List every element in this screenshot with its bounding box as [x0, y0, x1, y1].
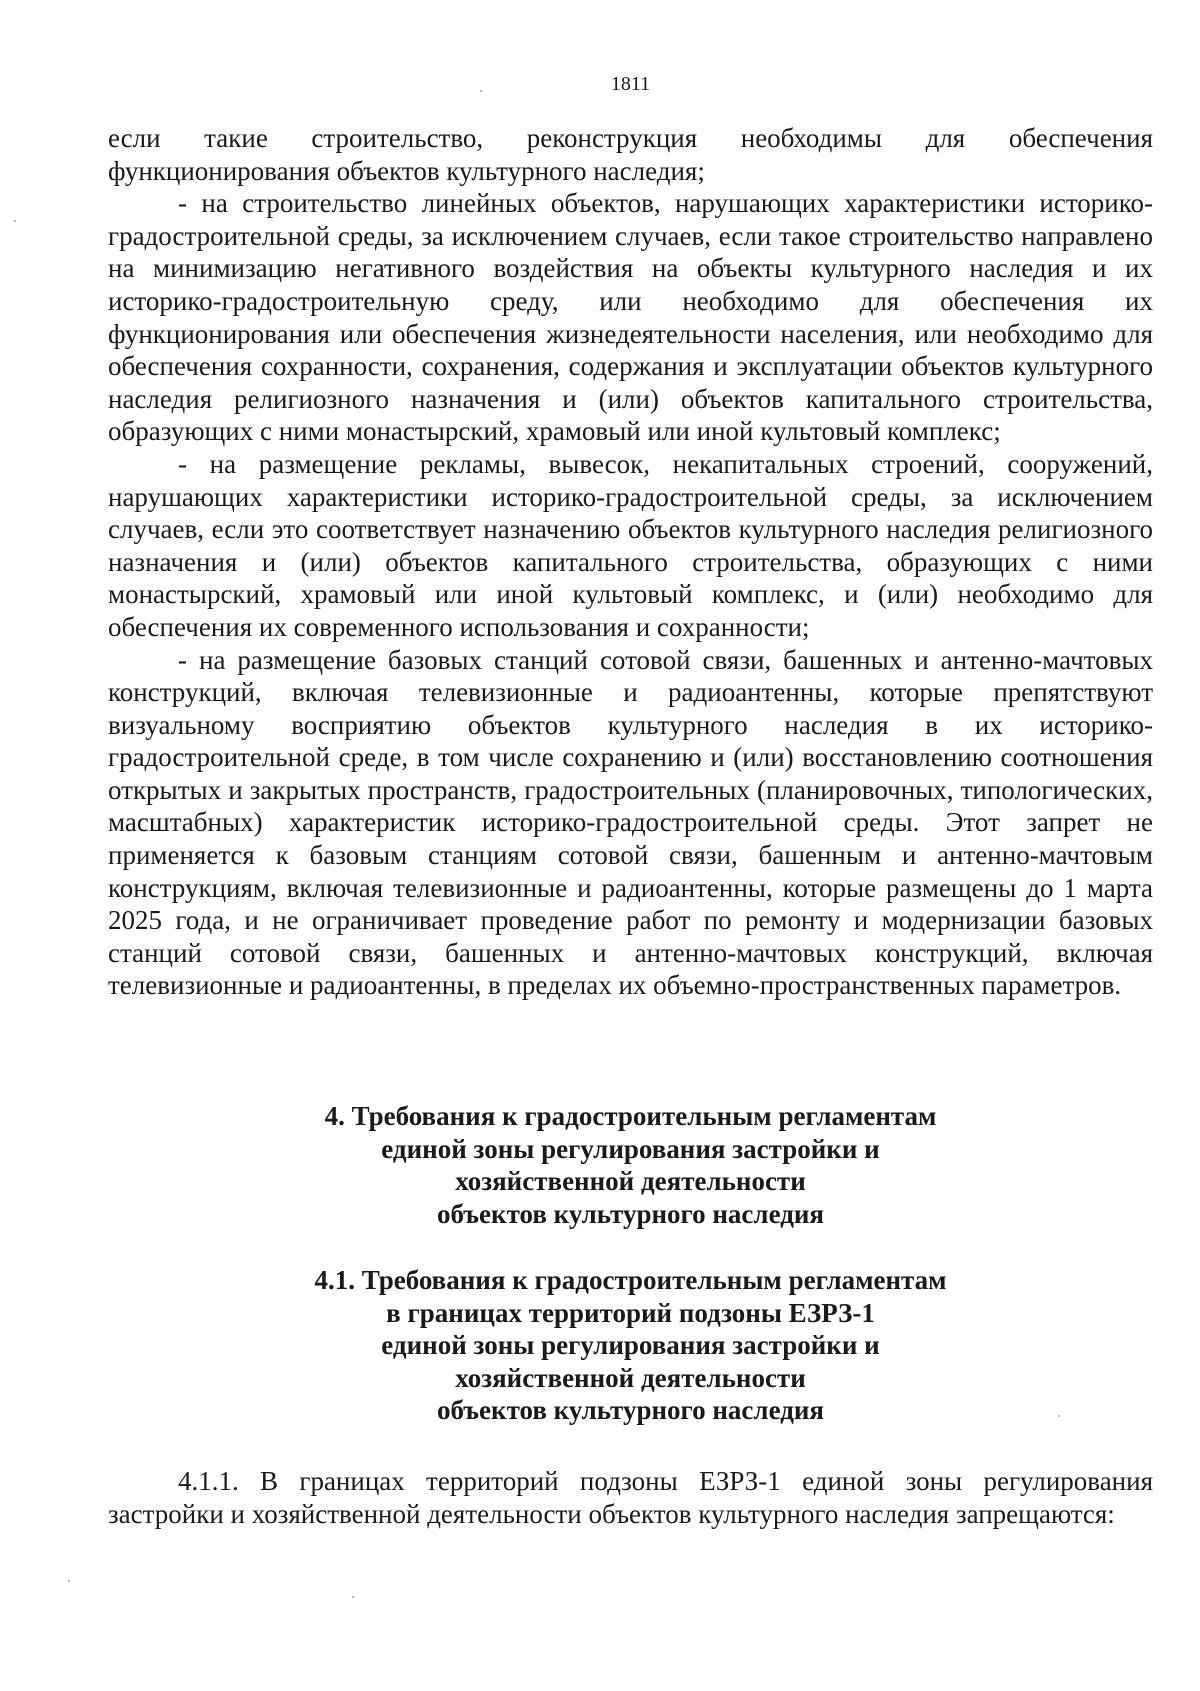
- paragraph-base-stations: - на размещение базовых станций сотовой связи, башенных и антенно-мачтовых конструкций, включая телевизионные и радиоантенны, которые препятствуют визуальному восприятию объектов культурного наследия в их историко-градостроительной среде, в том числе сохранению и (или) восстановлению соотношения открытых и закрытых пространств, градостроительных (планировочных, типологических, масштабных) характеристик историко-градостроительной среды. Этот запрет не применяется к базовым станциям сотовой связи, башенным и антенно-мачтовым конструкциям, включая телевизионные и радиоантенны, которые размещены до 1 марта 2025 года, и не ограничивает проведение работ по ремонту и модернизации базовых станций сотовой связи, башенных и антенно-мачтовых конструкций, включая телевизионные и радиоантенны, в пределах их объемно-пространственных параметров.: [108, 644, 1153, 1001]
- heading-line: в границах территорий подзоны ЕЗРЗ-1: [386, 1297, 875, 1328]
- heading-line: объектов культурного наследия: [436, 1198, 825, 1229]
- heading-line: 4. Требования к градостроительным регламентам: [324, 1101, 937, 1131]
- body-text: [108, 122, 1153, 1002]
- paragraph-advertising: - на размещение рекламы, вывесок, некапитальных строений, сооружений, нарушающих характеристики историко-градостроительной среды, за исключением случаев, если это соответствует назначению объектов культурного наследия религиозного назначения и (или) объектов капитального строительства, образующих с ними монастырский, храмовый или иной культовый комплекс, и (или) необходимо для обеспечения их современного использования и сохранности;: [108, 448, 1153, 642]
- clause-4-1-1: [108, 1465, 1153, 1530]
- heading-line: единой зоны регулирования застройки и: [381, 1330, 880, 1361]
- section-heading-4: [108, 1100, 1153, 1230]
- scan-speck: [1058, 1415, 1060, 1417]
- page-number: 1811: [610, 73, 651, 95]
- scan-speck: [352, 1596, 354, 1598]
- heading-line: хозяйственной деятельности: [455, 1362, 806, 1393]
- clause-text: 4.1.1. В границах территорий подзоны ЕЗРЗ-1 единой зоны регулирования застройки и хозяйственной деятельности объектов культурного наследия запрещаются:: [108, 1466, 1153, 1529]
- scan-speck: [480, 90, 482, 92]
- paragraph-linear-objects: - на строительство линейных объектов, нарушающих характеристики историко-градостроительной среды, за исключением случаев, если такое строительство направлено на минимизацию негативного воздействия на объекты культурного наследия и их историко-градостроительную среду, или необходимо для обеспечения их функционирования или обеспечения жизнедеятельности населения, или необходимо для обеспечения сохранности, сохранения, содержания и эксплуатации объектов культурного наследия религиозного назначения и (или) объектов капитального строительства, образующих с ними монастырский, храмовый или иной культовый комплекс;: [108, 188, 1153, 447]
- heading-line: объектов культурного наследия: [436, 1395, 825, 1426]
- heading-line: единой зоны регулирования застройки и: [381, 1133, 880, 1164]
- scan-speck: [68, 1580, 70, 1582]
- paragraph-continuation: если такие строительство, реконструкция необходимы для обеспечения функционирования объектов культурного наследия;: [108, 123, 1153, 186]
- heading-line: 4.1. Требования к градостроительным регламентам: [314, 1265, 947, 1295]
- section-heading-4-1: [108, 1264, 1153, 1427]
- heading-line: хозяйственной деятельности: [455, 1166, 806, 1197]
- scan-speck: [14, 220, 16, 222]
